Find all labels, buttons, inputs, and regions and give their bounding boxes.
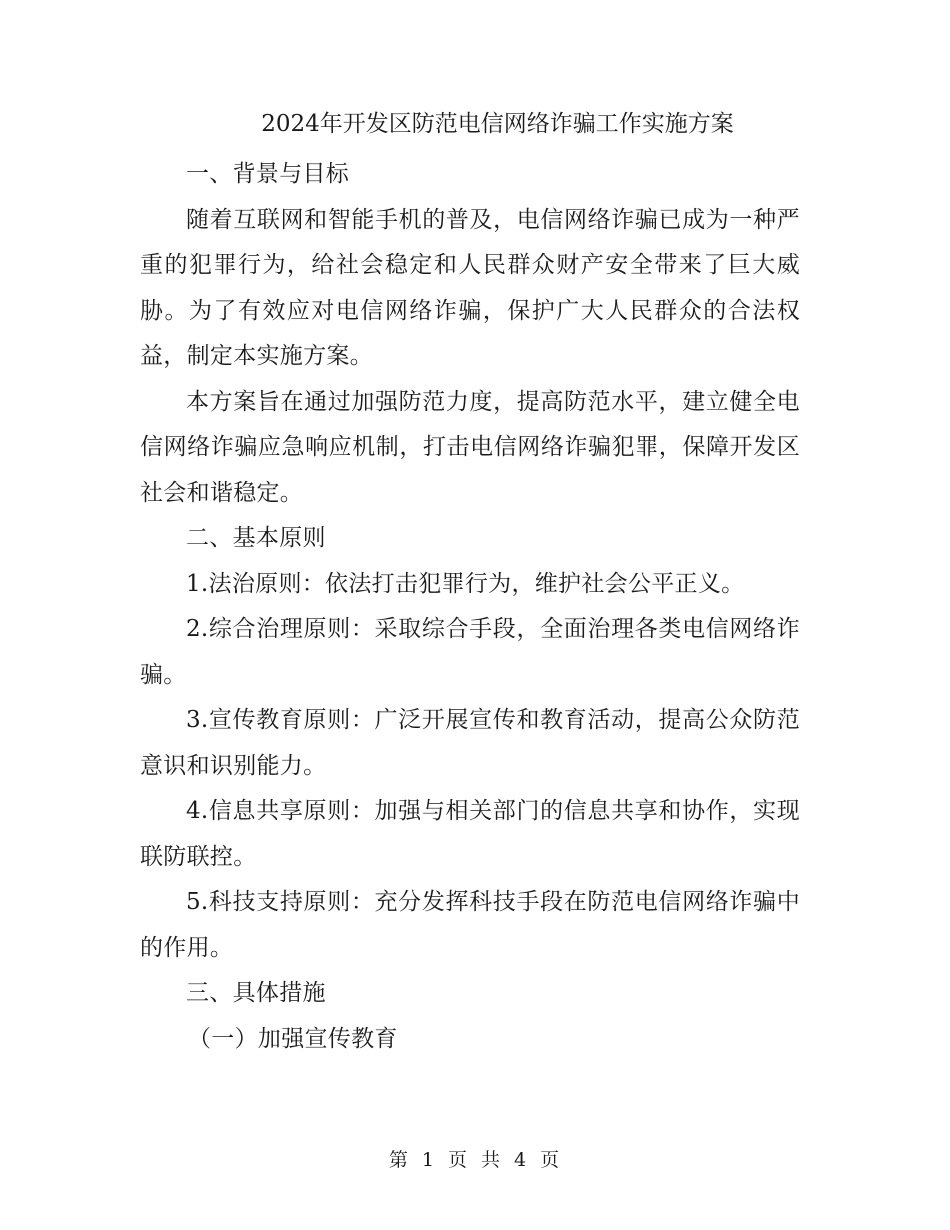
principle-item-2: 2.综合治理原则：采取综合手段，全面治理各类电信网络诈骗。 xyxy=(140,616,800,688)
section-heading-principles: 二、基本原则 xyxy=(186,525,326,551)
page-number-footer: 第 1 页 共 4 页 xyxy=(388,1149,562,1171)
principle-item-5: 5.科技支持原则：充分发挥科技手段在防范电信网络诈骗中的作用。 xyxy=(140,889,800,961)
principle-item-4: 4.信息共享原则：加强与相关部门的信息共享和协作，实现联防联控。 xyxy=(140,798,800,870)
principle-item-3: 3.宣传教育原则：广泛开展宣传和教育活动，提高公众防范意识和识别能力。 xyxy=(140,707,800,779)
paragraph-purpose: 本方案旨在通过加强防范力度，提高防范水平，建立健全电信网络诈骗应急响应机制，打击电信网络诈骗犯罪，保障开发区社会和谐稳定。 xyxy=(140,388,800,506)
paragraph-background: 随着互联网和智能手机的普及，电信网络诈骗已成为一种严重的犯罪行为，给社会稳定和人民群众财产安全带来了巨大威胁。为了有效应对电信网络诈骗，保护广大人民群众的合法权益，制定本实施方案。 xyxy=(140,206,800,369)
document-title: 2024年开发区防范电信网络诈骗工作实施方案 xyxy=(261,111,734,137)
document-body xyxy=(140,152,800,1062)
subsection-heading-publicity: （一）加强宣传教育 xyxy=(188,1025,398,1052)
section-heading-measures: 三、具体措施 xyxy=(186,980,326,1006)
principle-item-1: 1.法治原则：依法打击犯罪行为，维护社会公平正义。 xyxy=(186,570,745,597)
section-heading-background: 一、背景与目标 xyxy=(186,161,350,187)
